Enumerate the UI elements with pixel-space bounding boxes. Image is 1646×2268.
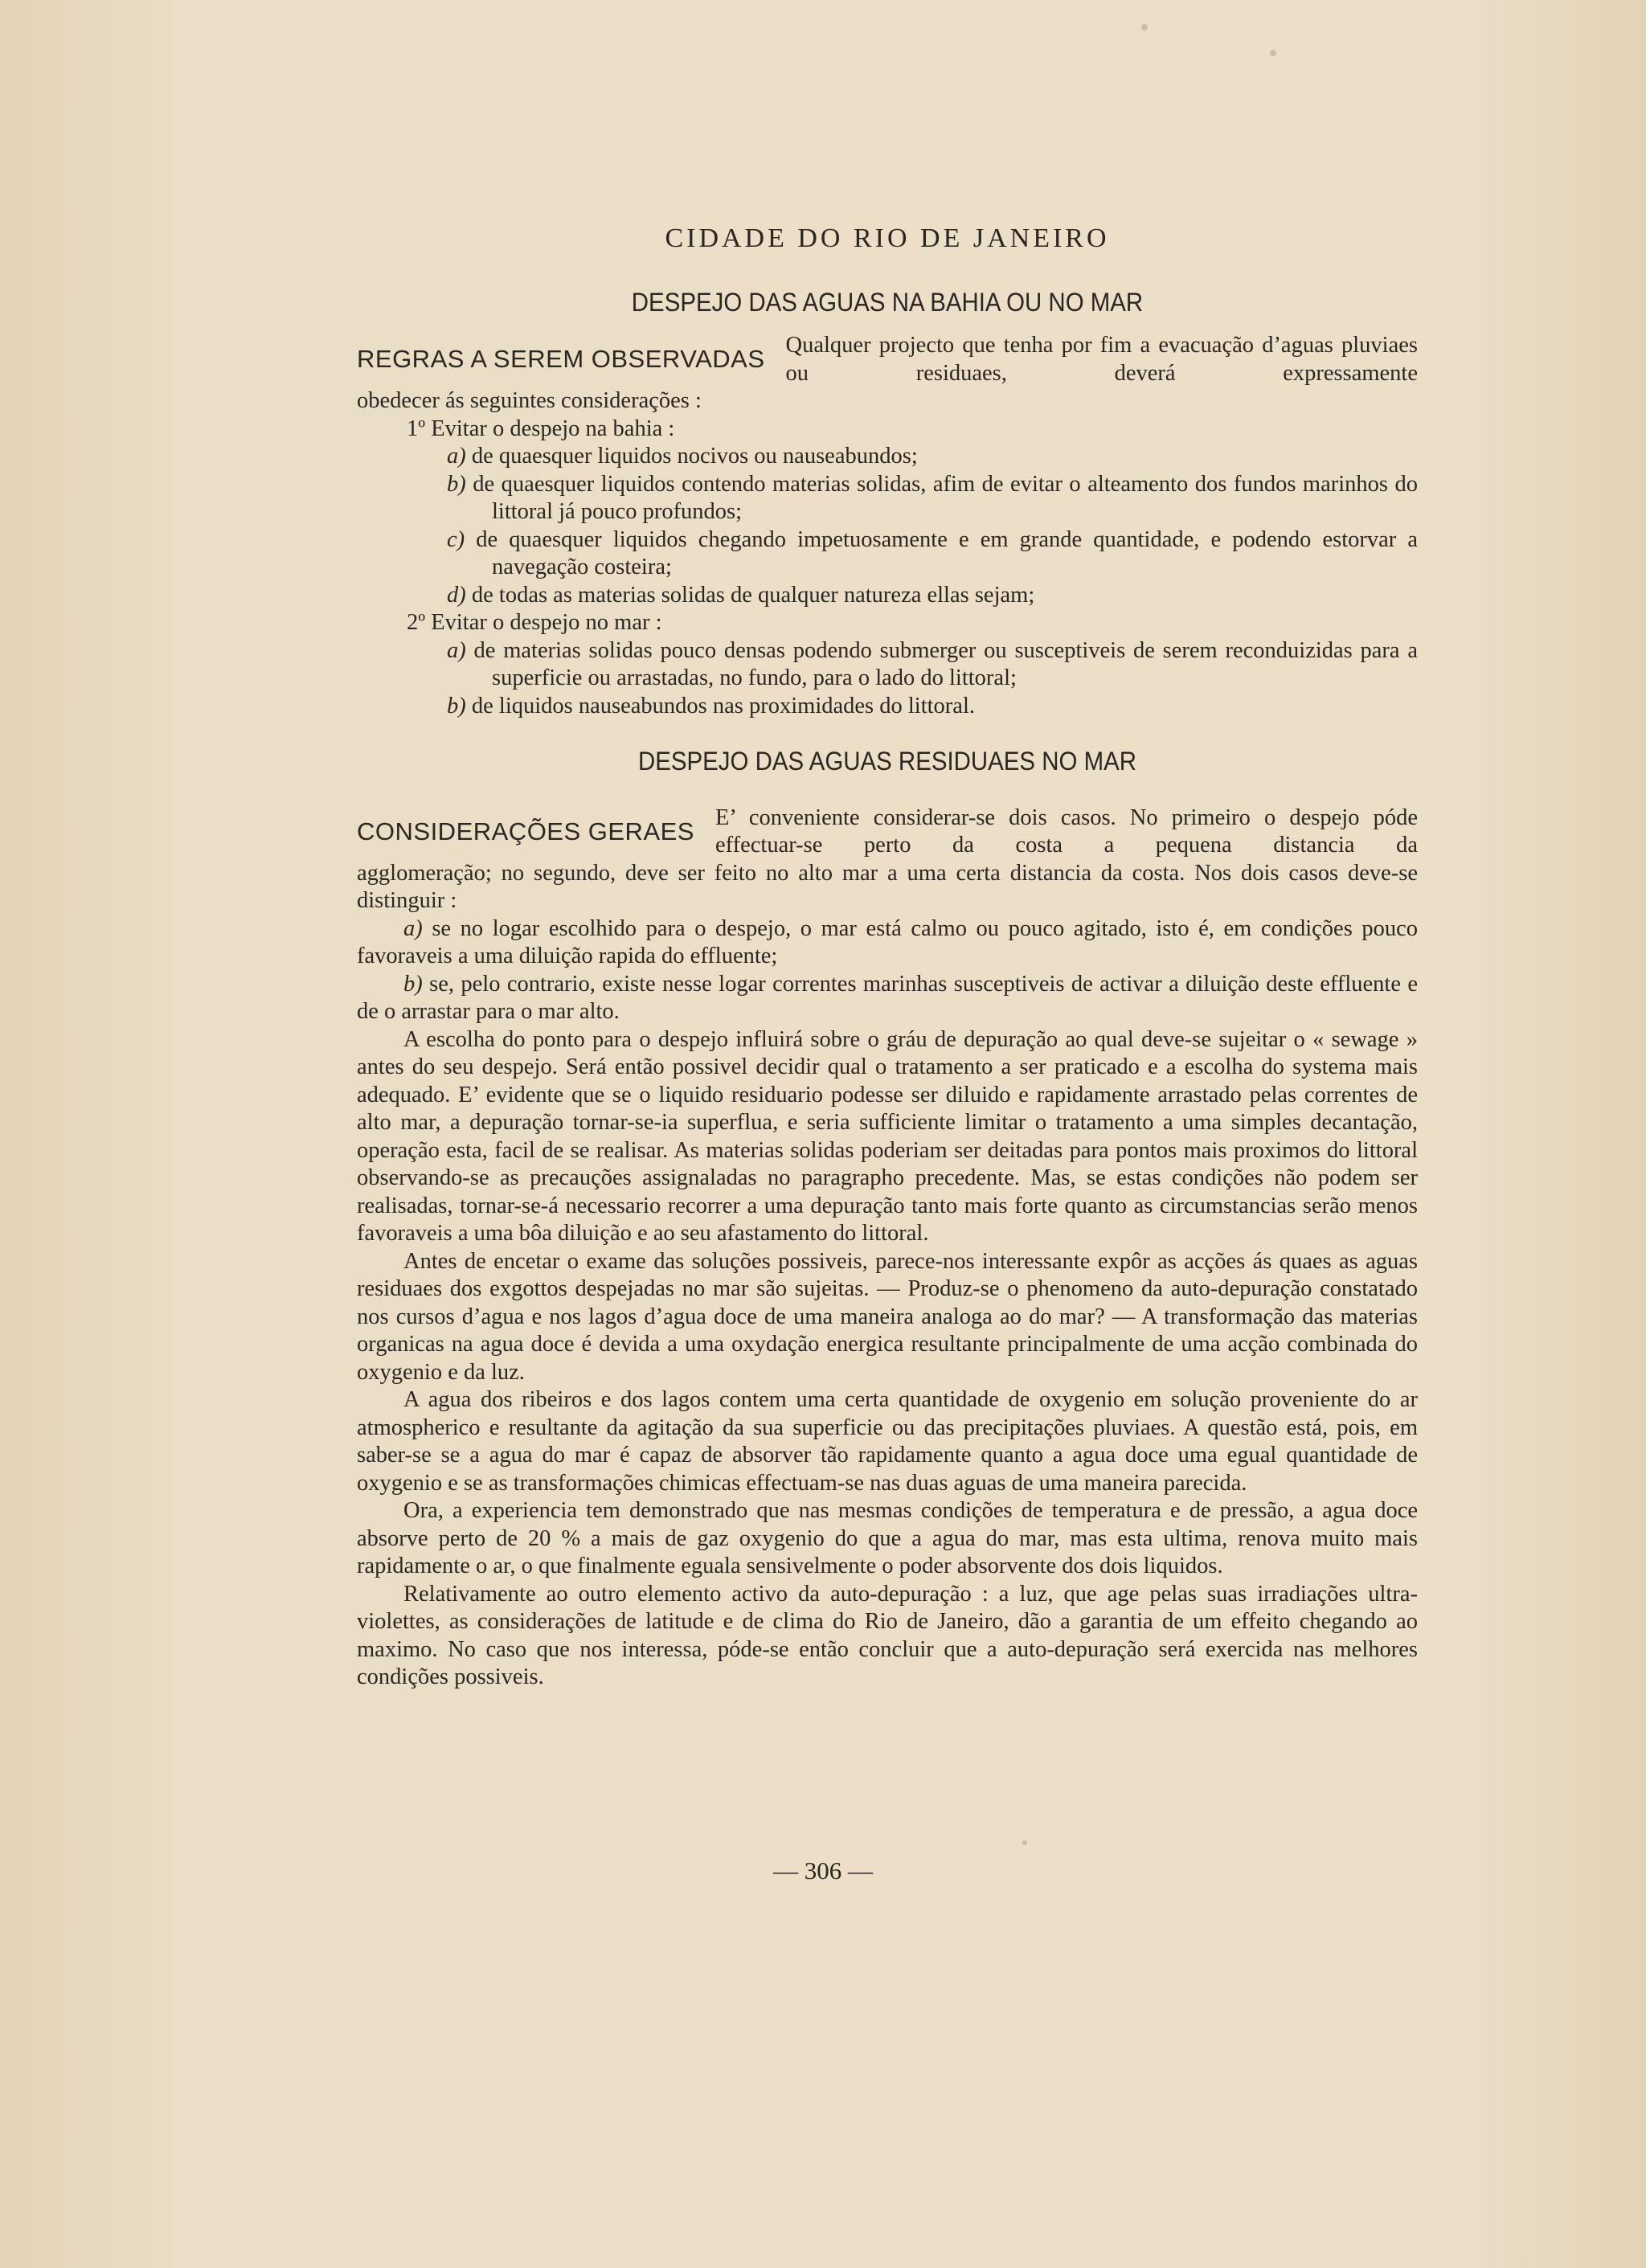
section-title: DESPEJO DAS AGUAS NA BAHIA OU NO MAR — [631, 287, 1144, 317]
section-lead — [357, 804, 1418, 860]
list-item — [402, 471, 1418, 526]
list-item — [402, 582, 1418, 610]
list-item — [402, 637, 1418, 693]
text-column — [357, 225, 1418, 1692]
item-mark: c) — [447, 526, 465, 552]
item-text: de quaesquer liquidos contendo materias solidas, afim de evitar o alteamento dos fundos marinhos do littoral já pouco profundos; — [473, 471, 1418, 524]
item-text: se no logar escolhido para o despejo, o mar está calmo ou pouco agitado, isto é, em condições pouco favoraveis a uma diluição rapida do effluente; — [357, 915, 1419, 968]
lead-heading: REGRAS A SEREM OBSERVADAS — [357, 345, 765, 374]
item-mark: a) — [447, 444, 466, 469]
page-number: — 306 — — [773, 1857, 873, 1885]
item-mark: d) — [447, 582, 466, 608]
rule-heading: 1º Evitar o despejo na bahia : — [407, 416, 675, 441]
rule-list — [357, 443, 1418, 609]
rule-list — [357, 637, 1418, 721]
running-head: CIDADE DO RIO DE JANEIRO — [665, 223, 1110, 253]
item-mark: a) — [403, 915, 423, 941]
item-text: de todas as materias solidas de qualquer natureza ellas sejam; — [471, 582, 1035, 608]
section-title: DESPEJO DAS AGUAS RESIDUAES NO MAR — [637, 747, 1137, 776]
item-text: se, pelo contrario, existe nesse logar correntes marinhas susceptiveis de activar a diluição deste effluente e de o arrastar para o mar alto. — [357, 971, 1419, 1024]
item-text: de quaesquer liquidos nocivos ou nauseabundos; — [471, 444, 918, 469]
item-text: de quaesquer liquidos chegando impetuosamente e em grande quantidade, e podendo estorvar a navegação costeira; — [476, 526, 1418, 579]
item-mark: b) — [403, 971, 423, 997]
list-item — [402, 443, 1418, 471]
item-mark: a) — [447, 637, 466, 663]
paper-stain — [1141, 24, 1148, 31]
body-paragraph: Relativamente ao outro elemento activo da auto-depuração : a luz, que age pelas suas irradiações ultra-violettes, as considerações de latitude e de clima do Rio de Janeiro, dão a garantia de um effeito chegando ao maximo. No caso que nos interessa, póde-se então concluir que a auto-depuração será exercida nas melhores condições possiveis. — [357, 1581, 1418, 1689]
lead-text: E’ conveniente considerar-se dois casos. No primeiro o despejo póde effectuar-se perto da costa a pequena distancia da — [714, 804, 1418, 858]
case-list — [357, 915, 1418, 1026]
list-item — [357, 971, 1418, 1026]
list-item — [357, 915, 1418, 971]
rule-heading: 2º Evitar o despejo no mar : — [407, 610, 662, 635]
list-item — [402, 693, 1418, 721]
paper-stain — [1270, 50, 1276, 56]
item-text: de liquidos nauseabundos nas proximidades do littoral. — [471, 693, 975, 718]
paper-stain — [1022, 1840, 1027, 1845]
lead-continuation: obedecer ás seguintes considerações : — [357, 388, 702, 413]
lead-heading: CONSIDERAÇÕES GERAES — [357, 817, 694, 845]
lead-continuation: agglomeração; no segundo, deve ser feito no alto mar a uma certa distancia da costa. Nos dois casos deve-se distinguir : — [357, 860, 1418, 913]
item-mark: b) — [447, 471, 466, 497]
item-mark: b) — [447, 693, 466, 718]
section-lead — [357, 332, 1418, 387]
body-paragraph: A escolha do ponto para o despejo influirá sobre o gráu de depuração ao qual deve-se sujeitar o « sewage » antes do seu despejo. Será então possivel decidir qual o tratamento a ser praticado e a escolha do systema mais adequado. E’ evidente que se o liquido residuario podesse ser diluido e rapidamente arrastado pelas correntes de alto mar, a depuração tornar-se-ia superflua, e seria sufficiente limitar o tratamento a uma simples decantação, operação esta, facil de se realisar. As materias solidas poderiam ser deitadas para pontos mais proximos do littoral observando-se as precauções assignaladas no paragrapho precedente. Mas, se estas condições não podem ser realisadas, tornar-se-á necessario recorrer a uma depuração tanto mais forte quanto as circumstancias serão menos favoraveis a uma bôa diluição e ao seu afastamento do littoral. — [357, 1026, 1418, 1246]
body-paragraph: Ora, a experiencia tem demonstrado que nas mesmas condições de temperatura e de pressão, a agua doce absorve perto de 20 % a mais de gaz oxygenio do que a agua do mar, mas esta ultima, renova muito mais rapidamente o ar, o que finalmente eguala sensivelmente o poder absorvente dos dois liquidos. — [357, 1498, 1418, 1578]
lead-text: Qualquer projecto que tenha por fim a evacuação d’aguas pluviaes ou residuaes, deverá expressamente — [785, 333, 1418, 386]
body-paragraph: A agua dos ribeiros e dos lagos contem uma certa quantidade de oxygenio em solução proveniente do ar atmospherico e resultante da agitação da sua superficie ou das precipitações pluviaes. A questão está, pois, em saber-se se a agua do mar é capaz de absorver tão rapidamente quanto a agua doce uma egual quantidade de oxygenio e se as transformações chimicas effectuam-se nas duas aguas de uma maneira parecida. — [357, 1387, 1418, 1496]
list-item — [402, 526, 1418, 582]
body-paragraph: Antes de encetar o exame das soluções possiveis, parece-nos interessante expôr as acções ás quaes as aguas residuaes dos exgottos despejadas no mar são sujeitas. — Produz-se o phenomeno da auto-depuração constatado nos cursos d’agua e nos lagos d’agua doce de uma maneira analoga ao do mar? — A transformação das materias organicas na agua doce é devida a uma oxydação energica resultante principalmente de uma acção combinada do oxygenio e da luz. — [357, 1248, 1418, 1385]
item-text: de materias solidas pouco densas podendo submerger ou susceptiveis de serem reconduizidas para a superficie ou arrastadas, no fundo, para o lado do littoral; — [473, 637, 1419, 690]
